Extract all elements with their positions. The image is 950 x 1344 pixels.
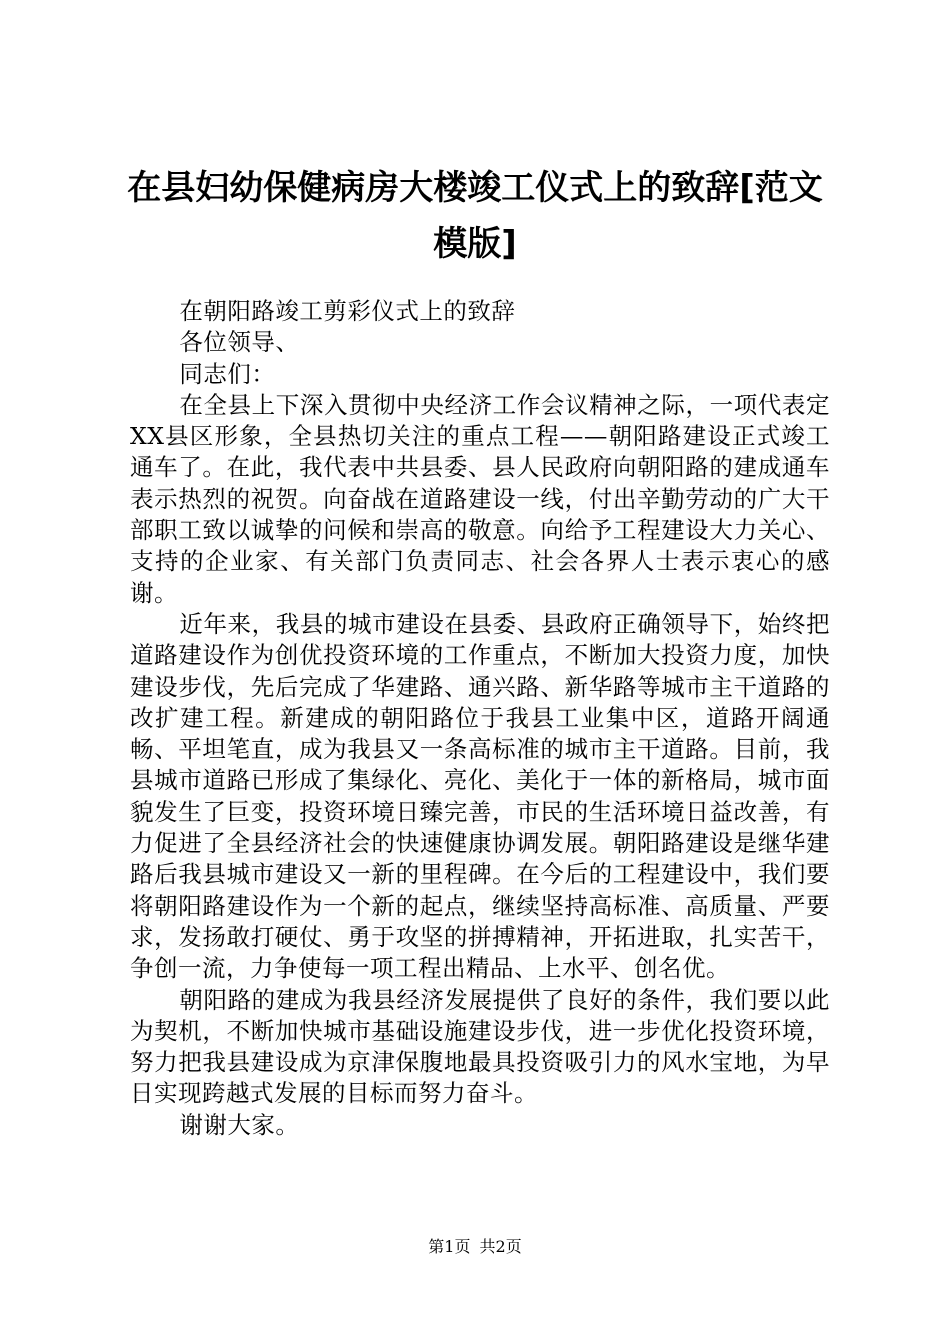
document-body: [130, 296, 830, 1141]
paragraph-2: 近年来，我县的城市建设在县委、县政府正确领导下，始终把道路建设作为创优投资环境的工作重点，不断加大投资力度，加快建设步伐，先后完成了华建路、通兴路、新华路等城市主干道路的改扩建工程。新建成的朝阳路位于我县工业集中区，道路开阔通畅、平坦笔直，成为我县又一条高标准的城市主干道路。目前，我县城市道路已形成了集绿化、亮化、美化于一体的新格局，城市面貌发生了巨变，投资环境日臻完善，市民的生活环境日益改善，有力促进了全县经济社会的快速健康协调发展。朝阳路建设是继华建路后我县城市建设又一新的里程碑。在今后的工程建设中，我们要将朝阳路建设作为一个新的起点，继续坚持高标准、高质量、严要求，发扬敢打硬仗、勇于攻坚的拼搏精神，开拓进取，扎实苦干，争创一流，力争使每一项工程出精品、上水平、创名优。: [130, 609, 830, 983]
closing-remark: 谢谢大家。: [179, 1110, 300, 1139]
page-footer: [0, 1236, 950, 1258]
page-total: 共2页: [479, 1237, 522, 1256]
page-number: 第1页: [428, 1237, 471, 1256]
salutation-comrades: 同志们：: [179, 359, 276, 388]
document-title: 在县妇幼保健病房大楼竣工仪式上的致辞[范文模版]: [127, 168, 823, 264]
paragraph-1: 在全县上下深入贯彻中央经济工作会议精神之际，一项代表定XX县区形象，全县热切关注的重点工程——朝阳路建设正式竣工通车了。在此，我代表中共县委、县人民政府向朝阳路的建成通车表示热烈的祝贺。向奋战在道路建设一线，付出辛勤劳动的广大干部职工致以诚挚的问候和崇高的敬意。向给予工程建设大力关心、支持的企业家、有关部门负责同志、社会各界人士表示衷心的感谢。: [130, 390, 830, 607]
speech-subtitle: 在朝阳路竣工剪彩仪式上的致辞: [179, 297, 516, 325]
paragraph-3: 朝阳路的建成为我县经济发展提供了良好的条件，我们要以此为契机，不断加快城市基础设施建设步伐，进一步优化投资环境，努力把我县建设成为京津保腹地最具投资吸引力的风水宝地，为早日实现跨越式发展的目标而努力奋斗。: [130, 985, 830, 1108]
salutation-leaders: 各位领导、: [179, 328, 300, 357]
